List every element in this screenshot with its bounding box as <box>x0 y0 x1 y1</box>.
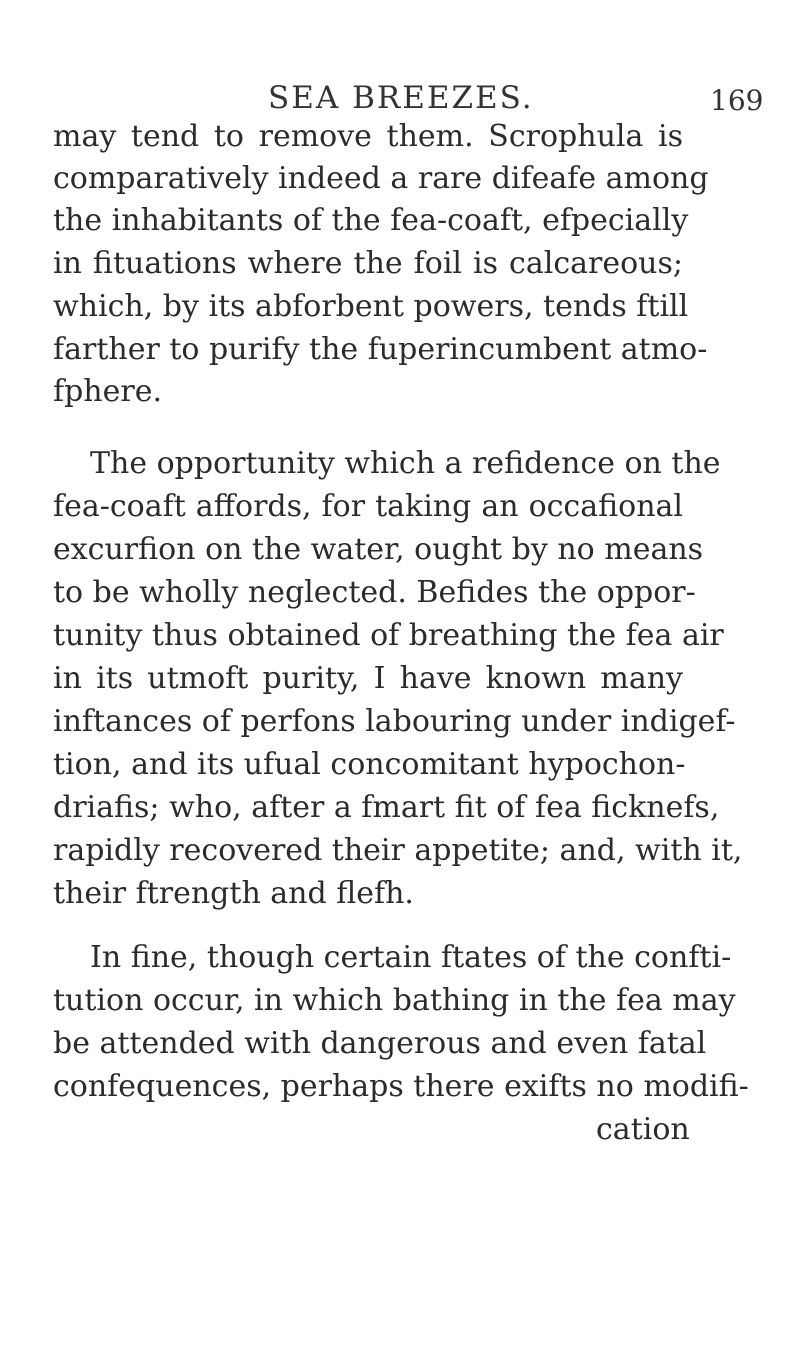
text-line: The opportunity which a refidence on the <box>90 446 721 481</box>
text-line: which, by its abforbent powers, tends ftill <box>53 289 689 324</box>
text-line: in fituations where the foil is calcareous; <box>53 246 683 281</box>
text-line: tion, and its ufual concomitant hypochon- <box>53 747 686 782</box>
text-line: comparatively indeed a rare difeafe among <box>53 161 709 196</box>
text-line: to be wholly neglected. Befides the oppor- <box>53 575 696 610</box>
text-line: their ftrength and flefh. <box>53 876 414 911</box>
text-line: in its utmoft purity, I have known many <box>53 661 683 696</box>
text-line: fea-coaft affords, for taking an occafional <box>53 489 683 524</box>
text-line: may tend to remove them. Scrophula is <box>53 119 683 154</box>
catchword: cation <box>596 1112 690 1147</box>
running-head: SEA BREEZES. <box>268 80 534 116</box>
text-line: inftances of perfons labouring under indigef- <box>53 704 736 739</box>
text-line: fphere. <box>53 374 163 409</box>
text-line: excurfion on the water, ought by no means <box>53 532 704 567</box>
text-line: driafis; who, after a fmart fit of fea ficknefs, <box>53 790 720 825</box>
text-line: be attended with dangerous and even fatal <box>53 1026 707 1061</box>
text-line: rapidly recovered their appetite; and, with it, <box>53 833 743 868</box>
text-line: farther to purify the fuperincumbent atmo- <box>53 332 708 367</box>
text-line: tution occur, in which bathing in the fea may <box>53 983 736 1018</box>
text-line: tunity thus obtained of breathing the fea air <box>53 618 724 653</box>
text-line: the inhabitants of the fea-coaft, efpecially <box>53 203 689 238</box>
text-line: confequences, perhaps there exifts no modifi- <box>53 1069 749 1104</box>
page-number: 169 <box>710 84 764 117</box>
text-line: In fine, though certain ftates of the confti- <box>90 940 732 975</box>
